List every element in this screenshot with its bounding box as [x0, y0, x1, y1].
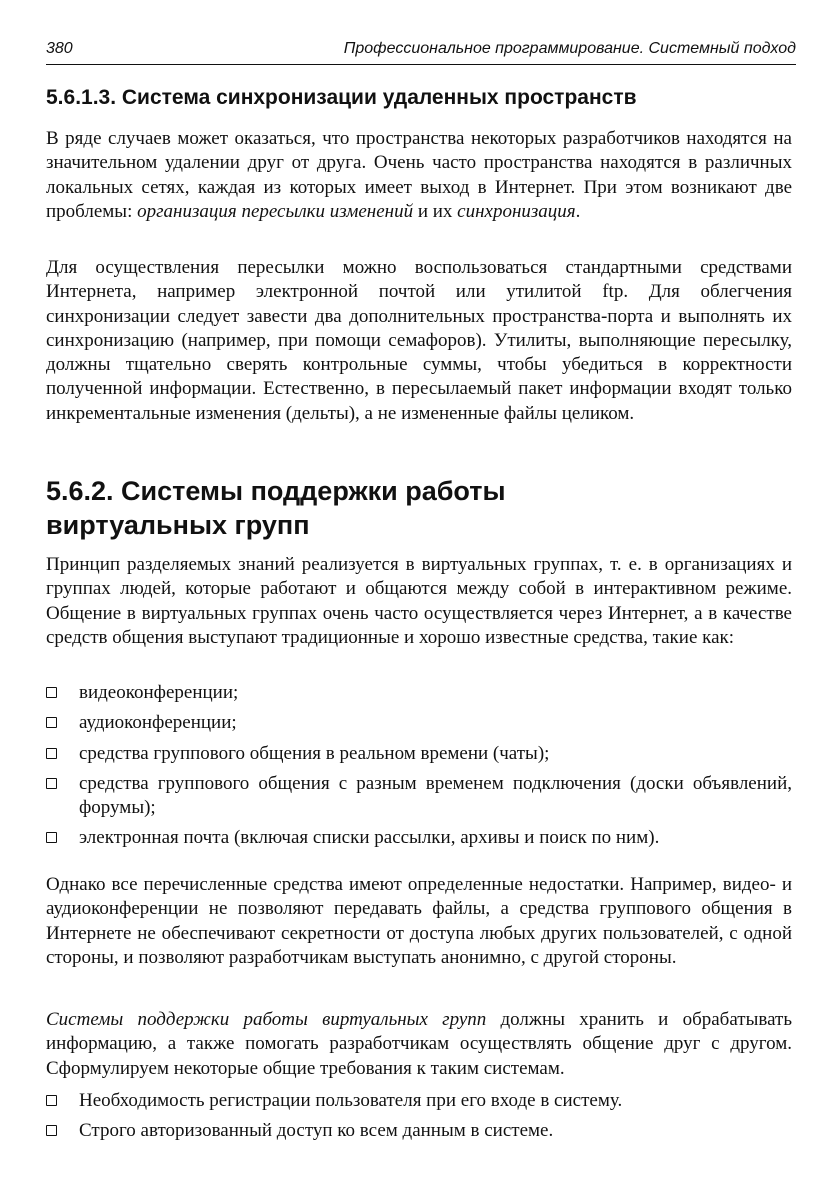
paragraph-text: .	[575, 200, 581, 222]
checkbox-bullet-icon	[46, 687, 57, 698]
paragraph-remote-spaces	[46, 127, 792, 224]
paragraph-shortcomings: Однако все перечисленные средства имеют определенные недостатки. Например, видео- и аудиоконференции не позволяют передавать файлы, а средства группового общения в Интернете не обеспечивают секретности от доступа любых других пользователей, с одной стороны, и позволяют разработчикам выступать анонимно, с другой стороны.	[46, 874, 792, 968]
checkbox-bullet-icon	[46, 778, 57, 789]
checkbox-bullet-icon	[46, 832, 57, 843]
list-item-text: электронная почта (включая списки рассылки, архивы и поиск по ним).	[79, 827, 660, 849]
list-item	[46, 681, 792, 705]
checkbox-bullet-icon	[46, 1095, 57, 1106]
list-item	[46, 1119, 792, 1143]
paragraph-virtual-groups: Принцип разделяемых знаний реализуется в виртуальных группах, т. е. в организациях и группах людей, которые работают и общаются между собой в интерактивном режиме. Общение в виртуальных группах очень часто осуществляется через Интернет, а в качестве средств общения выступают традиционные и хорошо известные средства, такие как:	[46, 554, 792, 648]
checkbox-bullet-icon	[46, 717, 57, 728]
list-item	[46, 772, 792, 821]
checkbox-bullet-icon	[46, 748, 57, 759]
paragraph-transfer-sync: Для осуществления пересылки можно воспользоваться стандартными средствами Интернета, например электронной почтой или утилитой ftp. Для облегчения синхронизации следует завести два дополнительных пространства-порта и выполнять их синхронизацию (например, при помощи семафоров). Утилиты, выполняющие пересылку, должны тщательно сверять контрольные суммы, чтобы убедиться в корректности полученной информации. Естественно, в пересылаемый пакет информации входят только инкрементальные изменения (дельты), а не измененные файлы целиком.	[46, 257, 792, 424]
page-number: 380	[46, 40, 73, 57]
list-item-text: аудиоконференции;	[79, 712, 237, 734]
running-title: Профессиональное программирование. Системный подход	[343, 40, 796, 57]
emphasis-term: Системы поддержки работы виртуальных групп	[46, 1009, 487, 1030]
list-item	[46, 1089, 792, 1113]
list-item	[46, 826, 792, 850]
list-item-text: Необходимость регистрации пользователя при его входе в систему.	[79, 1090, 623, 1111]
checkbox-bullet-icon	[46, 1125, 57, 1136]
heading-line: 5.6.2. Системы поддержки работы	[46, 476, 506, 506]
section-heading-5-6-2	[46, 474, 646, 542]
list-item-text: видеоконференции;	[79, 682, 239, 703]
list-item-text: средства группового общения с разным временем подключения (доски объявлений, форумы);	[79, 772, 792, 819]
list-item-text: Строго авторизованный доступ ко всем данным в системе.	[79, 1120, 554, 1142]
running-header	[46, 38, 796, 65]
paragraph-requirements	[46, 1008, 792, 1081]
list-item	[46, 742, 792, 766]
requirements-list	[46, 1089, 792, 1144]
list-item-text: средства группового общения в реальном времени (чаты);	[79, 742, 550, 764]
communication-tools-list	[46, 681, 792, 851]
section-heading-5-6-1-3: 5.6.1.3. Система синхронизации удаленных пространств	[46, 86, 637, 109]
heading-line: виртуальных групп	[46, 510, 310, 540]
emphasis-term: синхронизация	[457, 200, 576, 222]
paragraph-text: В ряде случаев может оказаться, что пространства некоторых разработчиков находятся на значительном удалении друг от друга. Очень часто пространства находятся в различных локальных сетях, каждая из которых имеет выход в Интернет. При этом возникают две проблемы:	[46, 128, 792, 222]
list-item	[46, 711, 792, 735]
paragraph-text: должны хранить и обрабатывать информацию, а также помогать разработчикам осуществлять общение друг с другом. Сформулируем некоторые общие требования к таким системам.	[46, 1009, 792, 1079]
paragraph-text: и их	[413, 200, 458, 222]
emphasis-term: организация пересылки изменений	[137, 200, 414, 222]
